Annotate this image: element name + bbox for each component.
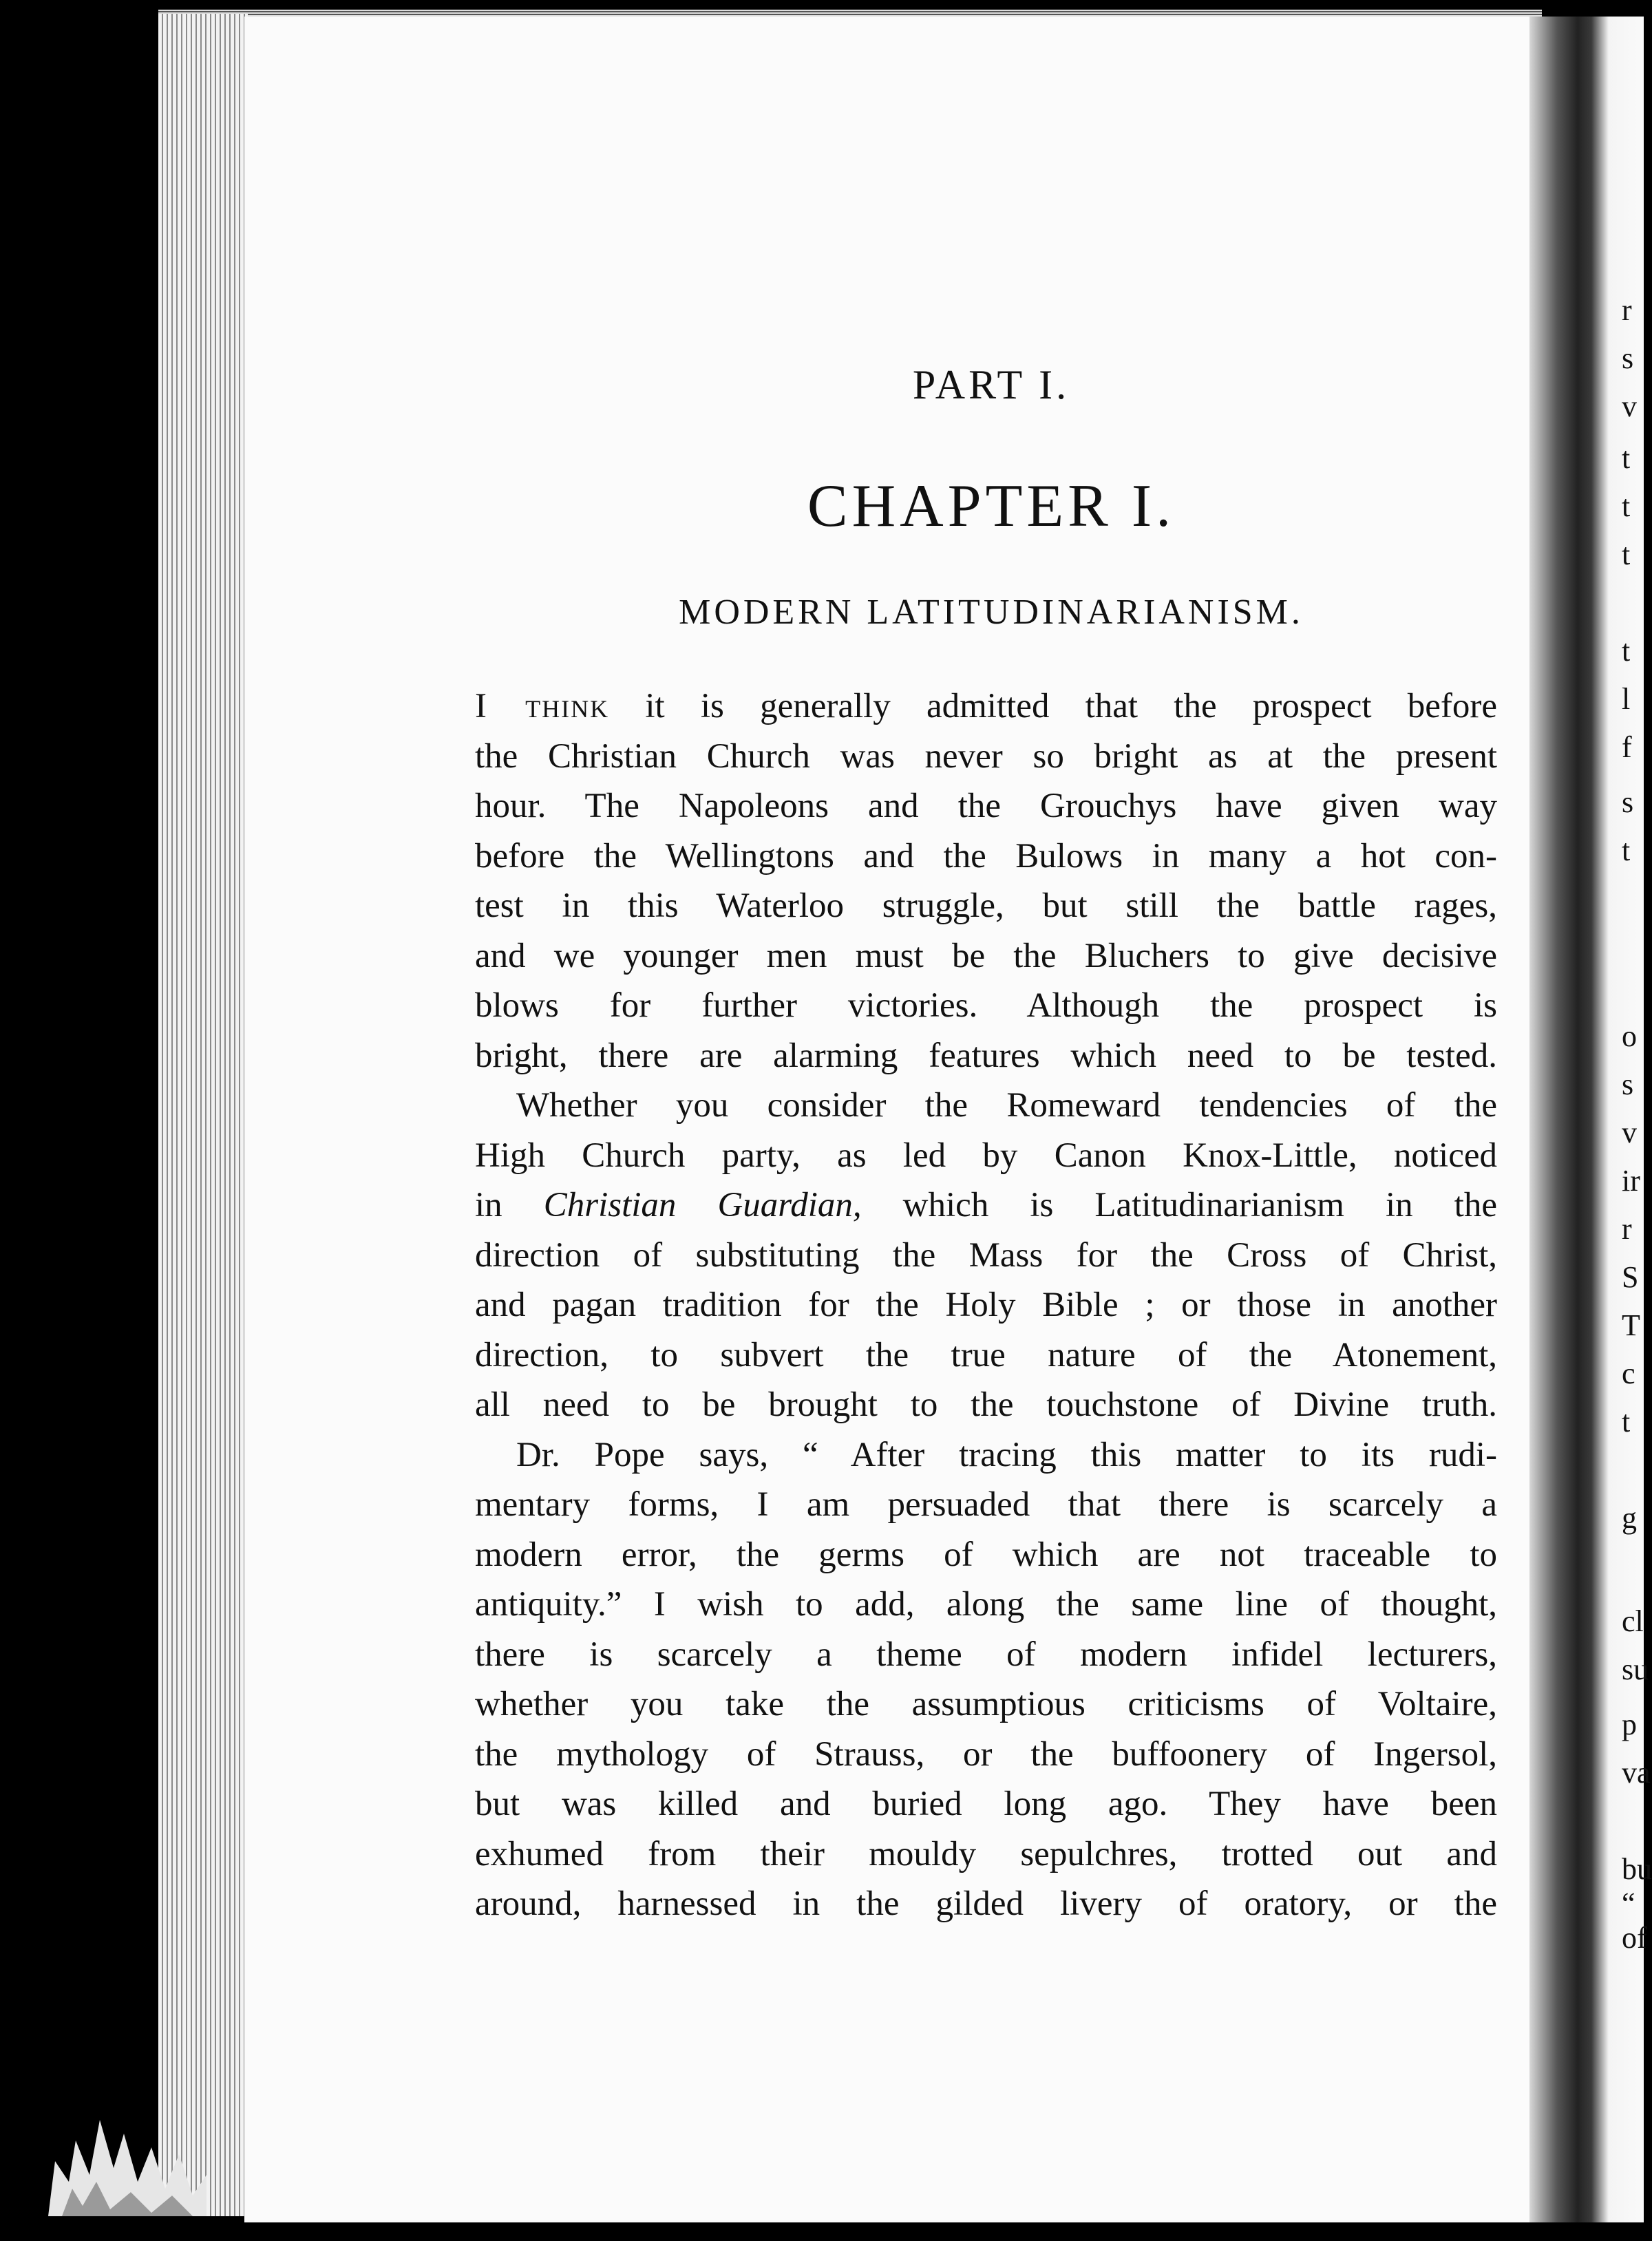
neighbor-fragment: bu [1622, 1852, 1652, 1886]
line-text: in [475, 1186, 544, 1224]
neighbor-fragment: c [1622, 1357, 1635, 1390]
paragraph-line: and we younger men must be the Bluchers to give decisive [475, 936, 1497, 975]
body-text [475, 681, 1497, 1929]
neighbor-fragment: s [1622, 1068, 1634, 1101]
line-text: which is Latitudinarianism in the [861, 1186, 1497, 1224]
neighbor-fragment: “ [1622, 1887, 1635, 1920]
section-heading: MODERN LATITUDINARIANISM. [679, 593, 1304, 632]
neighbor-fragment: v [1622, 1116, 1637, 1149]
paragraph-line: Whether you consider the Romeward tendencies of the [516, 1086, 1497, 1125]
paragraph-line [475, 1180, 1497, 1231]
line-text: it is generally admitted that the prospect before [609, 687, 1497, 725]
paragraph-line: modern error, the germs of which are not traceable to [475, 1535, 1497, 1574]
paragraph-line [475, 681, 1497, 732]
neighbor-fragment: r [1622, 1212, 1632, 1246]
paragraph-line: but was killed and buried long ago. They have been [475, 1785, 1497, 1823]
opening-words: I think [475, 687, 610, 725]
neighbor-fragment: va [1622, 1756, 1651, 1789]
part-heading: PART I. [912, 362, 1070, 407]
paragraph-line: mentary forms, I am persuaded that there is scarcely a [475, 1485, 1497, 1524]
italic-title: Christian Guardian, [543, 1186, 862, 1224]
neighbor-fragment: s [1622, 785, 1634, 819]
paragraph-line: whether you take the assumptious criticisms of Voltaire, [475, 1685, 1497, 1723]
paragraph-line: there is scarcely a theme of modern infidel lecturers, [475, 1635, 1497, 1674]
neighbor-fragment: t [1622, 1405, 1631, 1438]
neighbor-fragment: of [1622, 1921, 1647, 1955]
paragraph-line: direction, to subvert the true nature of the Atonement, [475, 1335, 1497, 1374]
paragraph-line: antiquity.” I wish to add, along the same line of thought, [475, 1585, 1497, 1624]
neighbor-fragment: o [1622, 1019, 1637, 1053]
page-edges [158, 14, 248, 2216]
neighbor-fragment: su [1622, 1653, 1649, 1686]
paragraph-line: and pagan tradition for the Holy Bible ; or those in another [475, 1286, 1497, 1324]
paragraph-line: hour. The Napoleons and the Grouchys have given way [475, 787, 1497, 825]
paragraph-line: the mythology of Strauss, or the buffoonery of Ingersol, [475, 1734, 1497, 1774]
neighbor-fragment: l [1622, 682, 1631, 716]
frayed-page-corner [48, 2079, 206, 2216]
neighbor-fragment: S [1622, 1260, 1639, 1294]
paragraph-line: before the Wellingtons and the Bulows in many a hot con- [475, 836, 1497, 875]
paragraph-line: the Christian Church was never so bright as at the present [475, 736, 1497, 776]
neighbor-fragment: r [1622, 293, 1632, 327]
neighbor-fragment: t [1622, 634, 1631, 668]
paragraph-line: bright, there are alarming features which need to be tested. [475, 1036, 1497, 1075]
neighbor-fragment: t [1622, 489, 1631, 523]
paragraph-line: direction of substituting the Mass for the Cross of Christ, [475, 1235, 1497, 1275]
neighbor-fragment: f [1622, 730, 1632, 764]
neighbor-fragment: t [1622, 538, 1631, 571]
paragraph-line: all need to be brought to the touchstone of Divine truth. [475, 1385, 1497, 1424]
paragraph-line: exhumed from their mouldy sepulchres, trotted out and [475, 1834, 1497, 1873]
neighbor-fragment: t [1622, 441, 1631, 475]
neighbor-fragment: s [1622, 341, 1634, 375]
neighbor-fragment: ir [1622, 1164, 1640, 1198]
paragraph-line: High Church party, as led by Canon Knox-Little, noticed [475, 1136, 1497, 1175]
neighbor-fragment: g [1622, 1501, 1637, 1535]
paragraph-line: test in this Waterloo struggle, but still the battle rages, [475, 886, 1497, 925]
neighbor-fragment: t [1622, 833, 1631, 867]
paragraph-line: around, harnessed in the gilded livery of oratory, or the [475, 1884, 1497, 1923]
paragraph-line: Dr. Pope says, “ After tracing this matter to its rudi- [516, 1435, 1497, 1474]
neighbor-fragment: v [1622, 390, 1637, 423]
neighbor-fragment: p [1622, 1708, 1637, 1741]
chapter-heading: CHAPTER I. [807, 473, 1176, 540]
neighbor-fragment: cl [1622, 1604, 1644, 1638]
neighbor-page-fragments [1622, 0, 1652, 2241]
neighbor-fragment: T [1622, 1308, 1640, 1342]
paragraph-line: blows for further victories. Although the prospect is [475, 986, 1497, 1025]
